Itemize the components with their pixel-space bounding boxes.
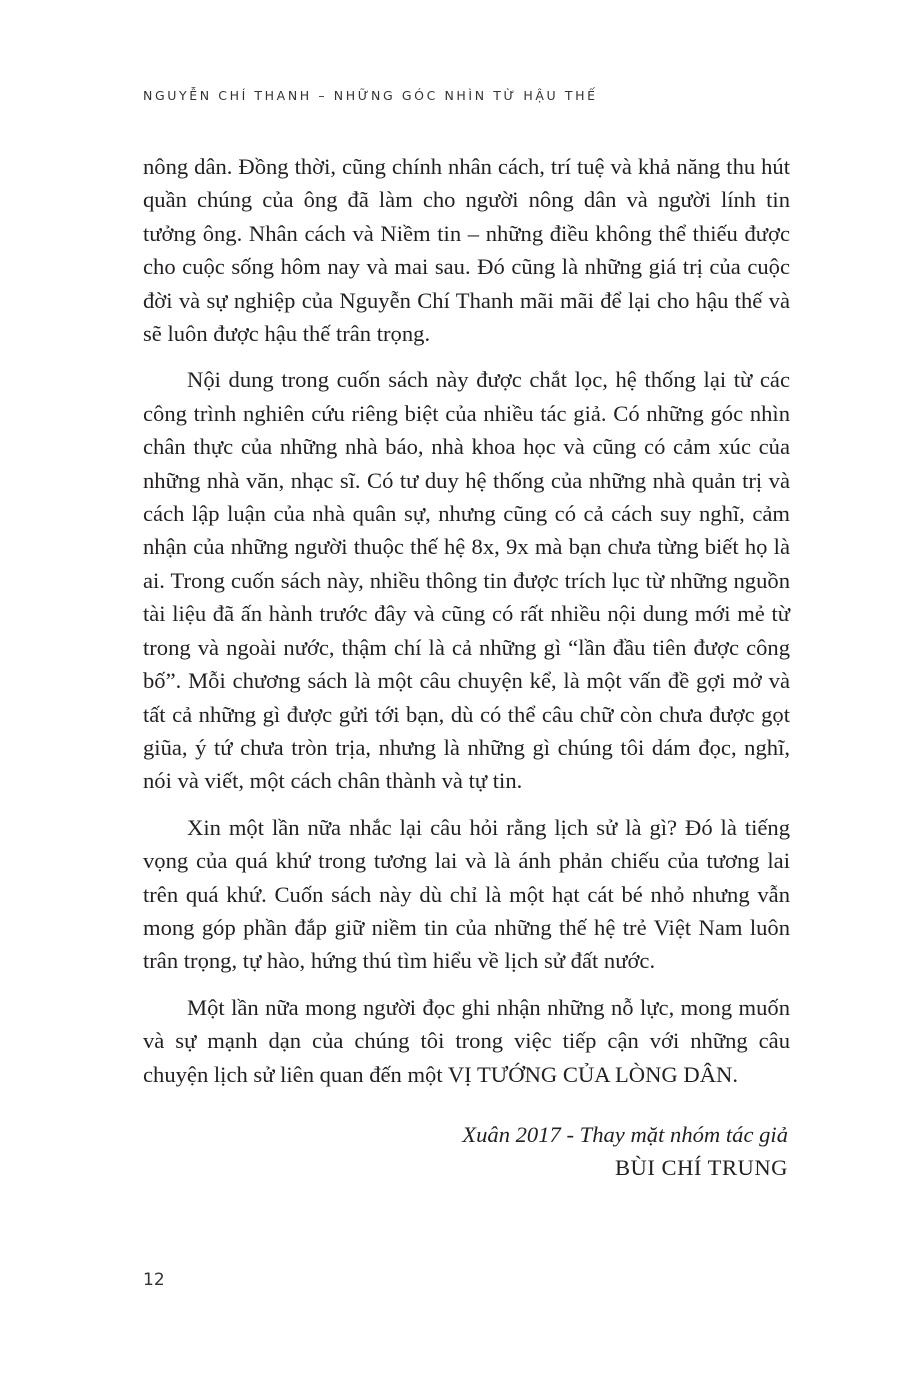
paragraph-history-question: Xin một lần nữa nhắc lại câu hỏi rằng lịch sử là gì? Đó là tiếng vọng của quá khứ trong tương lai và là ánh phản chiếu của tương lai trên quá khứ. Cuốn sách này dù chỉ là một hạt cát bé nhỏ nhưng vẫn mong góp phần đắp giữ niềm tin của những thế hệ trẻ Việt Nam luôn trân trọng, tự hào, hứng thú tìm hiểu về lịch sử đất nước. [143, 814, 790, 974]
page-number: 12 [143, 1270, 165, 1290]
signature-dateline: Xuân 2017 - Thay mặt nhóm tác giả [462, 1122, 788, 1147]
paragraph-closing: Một lần nữa mong người đọc ghi nhận những nỗ lực, mong muốn và sự mạnh dạn của chúng tôi trong việc tiếp cận với những câu chuyện lịch sử liên quan đến một VỊ TƯỚNG CỦA LÒNG DÂN. [143, 994, 790, 1087]
running-header: NGUYỄN CHÍ THANH – NHỮNG GÓC NHÌN TỪ HẬU THẾ [143, 88, 598, 103]
signature-block [400, 1118, 788, 1184]
body-text [143, 150, 790, 1104]
signature-author: BÙI CHÍ TRUNG [614, 1155, 788, 1180]
paragraph-book-content: Nội dung trong cuốn sách này được chắt lọc, hệ thống lại từ các công trình nghiên cứu riêng biệt của nhiều tác giả. Có những góc nhìn chân thực của những nhà báo, nhà khoa học và cũng có cảm xúc của những nhà văn, nhạc sĩ. Có tư duy hệ thống của những nhà quản trị và cách lập luận của nhà quân sự, nhưng cũng có cả cách suy nghĩ, cảm nhận của những người thuộc thế hệ 8x, 9x mà bạn chưa từng biết họ là ai. Trong cuốn sách này, nhiều thông tin được trích lục từ những nguồn tài liệu đã ấn hành trước đây và cũng có rất nhiều nội dung mới mẻ từ trong và ngoài nước, thậm chí là cả những gì “lần đầu tiên được công bố”. Mỗi chương sách là một câu chuyện kể, là một vấn đề gợi mở và tất cả những gì được gửi tới bạn, dù có thể câu chữ còn chưa được gọt giũa, ý tứ chưa tròn trịa, nhưng là những gì chúng tôi dám đọc, nghĩ, nói và viết, một cách chân thành và tự tin. [143, 367, 790, 794]
paragraph-continuation: nông dân. Đồng thời, cũng chính nhân cách, trí tuệ và khả năng thu hút quần chúng của ông đã làm cho người nông dân và người lính tin tưởng ông. Nhân cách và Niềm tin – những điều không thể thiếu được cho cuộc sống hôm nay và mai sau. Đó cũng là những giá trị của cuộc đời và sự nghiệp của Nguyễn Chí Thanh mãi mãi để lại cho hậu thế và sẽ luôn được hậu thế trân trọng. [143, 154, 790, 347]
